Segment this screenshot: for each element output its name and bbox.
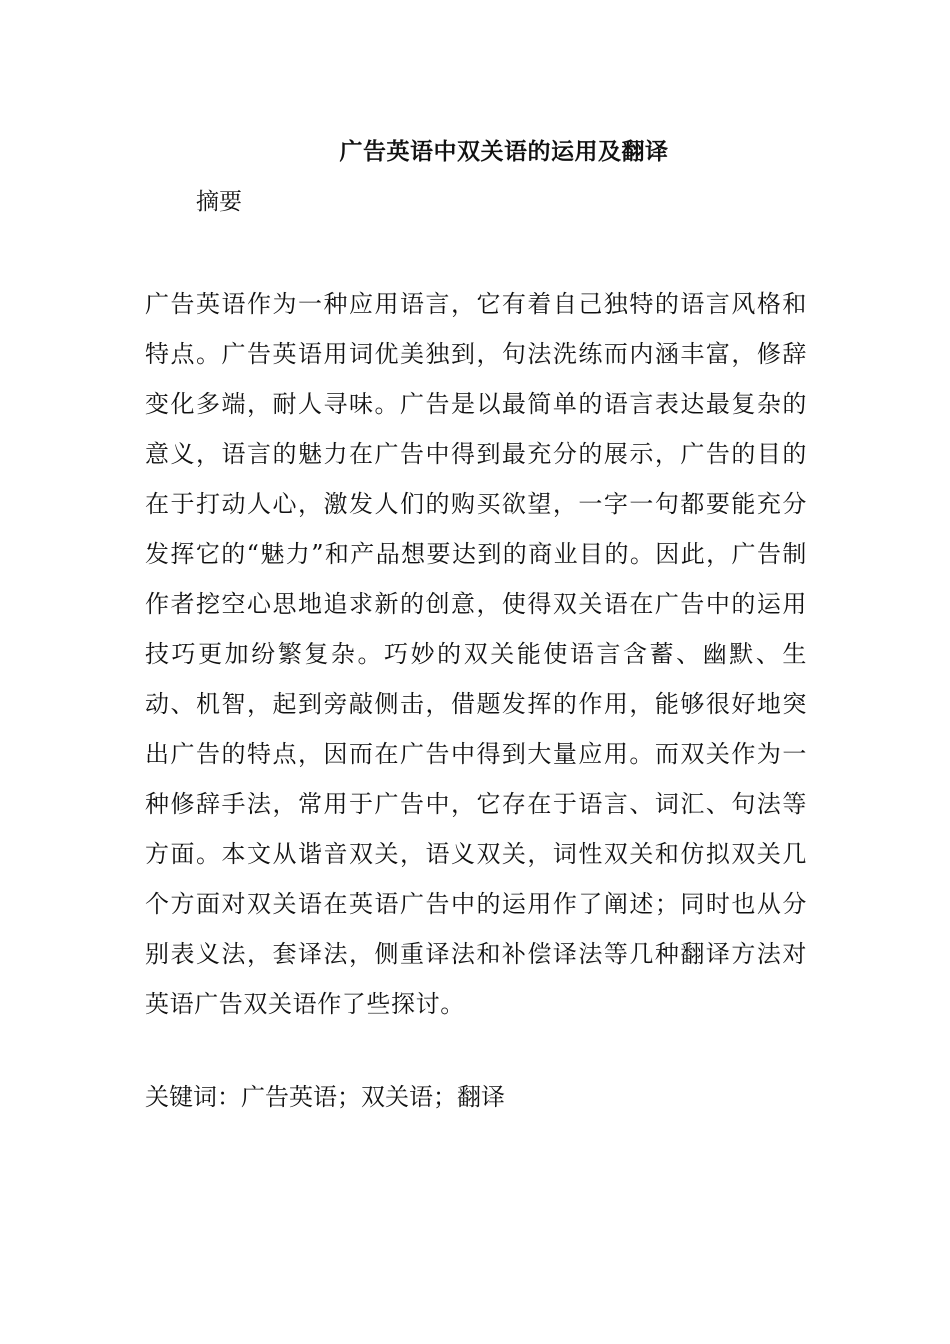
abstract-heading: 摘要 bbox=[196, 189, 242, 215]
document-title: 广告英语中双关语的运用及翻译 bbox=[339, 138, 669, 165]
keywords-line: 关键词：广告英语；双关语；翻译 bbox=[145, 1083, 505, 1111]
abstract-paragraph: 广告英语作为一种应用语言，它有着自己独特的语言风格和特点。广告英语用词优美独到，句法洗练而内涵丰富，修辞变化多端，耐人寻味。广告是以最简单的语言表达最复杂的意义，语言的魅力在广告中得到最充分的展示，广告的目的在于打动人心，激发人们的购买欲望，一字一句都要能充分发挥它的“魅力”和产品想要达到的商业目的。因此，广告制作者挖空心思地追求新的创意，使得双关语在广告中的运用技巧更加纷繁复杂。巧妙的双关能使语言含蓄、幽默、生动、机智，起到旁敲侧击，借题发挥的作用，能够很好地突出广告的特点，因而在广告中得到大量应用。而双关作为一种修辞手法，常用于广告中，它存在于语言、词汇、句法等方面。本文从谐音双关，语义双关，词性双关和仿拟双关几个方面对双关语在英语广告中的运用作了阐述；同时也从分别表义法，套译法，侧重译法和补偿译法等几种翻译方法对英语广告双关语作了些探讨。 bbox=[145, 290, 807, 1018]
